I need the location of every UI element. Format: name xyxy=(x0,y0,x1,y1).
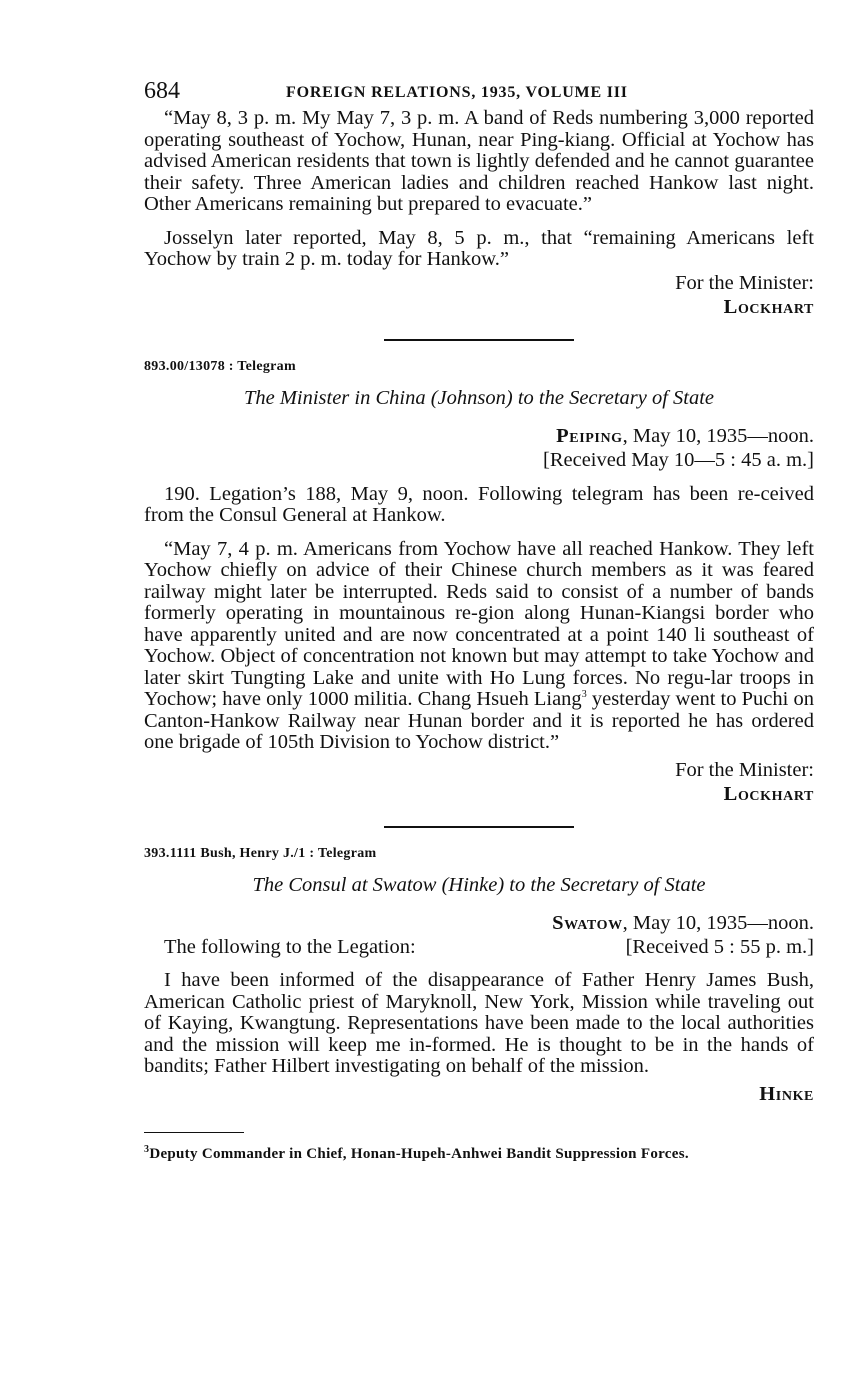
footnote-reference: 3 xyxy=(581,689,587,701)
document-page xyxy=(144,76,814,1163)
place-name: Swatow xyxy=(552,911,623,934)
hankow-telegram-paragraph xyxy=(144,539,814,754)
signer-lockhart: Lockhart xyxy=(723,782,814,805)
disappearance-paragraph: I have been informed of the disappearance of Father Henry James Bush, American Catholic priest of Maryknoll, New York, Mission while traveling out of Kaying, Kwangtung. Representations have been made to the local authorities and the mission will keep me in-formed. He is thought to be in the hands of bandits; Father Hilbert investigating on behalf of the mission. xyxy=(144,969,814,1077)
signer-lockhart: Lockhart xyxy=(723,295,814,318)
running-title: FOREIGN RELATIONS, 1935, VOLUME III xyxy=(286,84,628,101)
legation-paragraph: 190. Legation’s 188, May 9, noon. Following telegram has been re-ceived from the Consul General at Hankow. xyxy=(144,482,814,526)
josselyn-report-paragraph: Josselyn later reported, May 8, 5 p. m., that “remaining Americans left Yochow by train 2 p. m. today for Hankow.” xyxy=(144,226,814,270)
footnote-marker: 3 xyxy=(144,1143,150,1155)
signer-name xyxy=(144,1082,814,1106)
document-title: The Consul at Swatow (Hinke) to the Secretary of State xyxy=(252,873,706,896)
file-number: 393.1111 Bush, Henry J./1 : Telegram xyxy=(144,845,377,861)
dateline xyxy=(144,424,814,448)
signer-name xyxy=(144,295,814,319)
footnote-divider xyxy=(144,1132,244,1133)
signer-name xyxy=(144,782,814,806)
signature-line: For the Minister: xyxy=(675,758,814,781)
intro-paragraph: The following to the Legation: xyxy=(164,935,416,958)
page-header xyxy=(144,76,814,108)
dateline xyxy=(144,911,814,935)
place-name: Peiping xyxy=(556,424,623,447)
footnote-text: Deputy Commander in Chief, Honan-Hupeh-Anhwei Bandit Suppression Forces. xyxy=(149,1145,689,1162)
page-number: 684 xyxy=(144,78,180,104)
paragraph-part-b: yesterday went to Puchi on Canton-Hankow Railway near Hunan border and it is reported he has ordered one brigade of 105th Division to Yochow district.” xyxy=(144,688,814,753)
section-divider xyxy=(384,339,574,341)
file-number: 893.00/13078 : Telegram xyxy=(144,358,296,374)
date-text: , May 10, 1935—noon. xyxy=(622,911,814,934)
signature-line: For the Minister: xyxy=(675,271,814,294)
telegram-continuation-paragraph: “May 8, 3 p. m. My May 7, 3 p. m. A band of Reds numbering 3,000 reported operating southeast of Yochow, Hunan, near Ping-kiang. Official at Yochow has advised American residents that town is lightly defended and he cannot guarantee their safety. Three American ladies and children reached Hankow last night. Other Americans remaining but prepared to evacuate.” xyxy=(144,107,814,215)
document-title: The Minister in China (Johnson) to the Secretary of State xyxy=(243,386,715,409)
footnote xyxy=(144,1145,814,1163)
paragraph-part-a: “May 7, 4 p. m. Americans from Yochow have all reached Hankow. They left Yochow chiefly on advice of their Chinese church members as it was feared railway might later be interrupted. Reds said to consist of a number of bands formerly operating in mountainous re-gion along Hunan-Kiangsi border who have apparently united and are now concentrated at a point 140 li southeast of Yochow. Object of concentration not known but may attempt to take Yochow and later skirt Tungting Lake and unite with Ho Lung forces. No regu-lar troops in Yochow; have only 1000 militia. Chang Hsueh Liang xyxy=(144,537,814,710)
received-line: [Received May 10—5 : 45 a. m.] xyxy=(543,448,814,471)
received-line: [Received 5 : 55 p. m.] xyxy=(625,935,814,958)
date-text: , May 10, 1935—noon. xyxy=(622,424,814,447)
section-divider xyxy=(384,826,574,828)
signer-hinke: Hinke xyxy=(759,1082,814,1105)
